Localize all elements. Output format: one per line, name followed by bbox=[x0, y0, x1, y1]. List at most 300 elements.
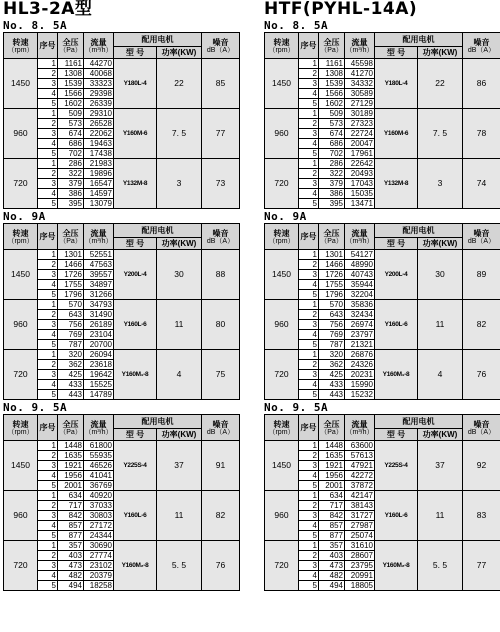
seq-cell: 5 bbox=[38, 149, 58, 159]
seq-cell: 3 bbox=[38, 320, 58, 330]
seq-cell: 3 bbox=[38, 79, 58, 89]
pressure-cell: 1539 bbox=[58, 79, 84, 89]
flow-cell: 27129 bbox=[345, 99, 375, 109]
pressure-cell: 634 bbox=[58, 491, 84, 501]
model-cell: Y160L-6 bbox=[114, 491, 157, 541]
flow-cell: 20379 bbox=[84, 571, 114, 581]
pressure-cell: 386 bbox=[319, 189, 345, 199]
pressure-cell: 1161 bbox=[58, 59, 84, 69]
table-row bbox=[4, 441, 240, 451]
flow-cell: 16547 bbox=[84, 179, 114, 189]
flow-cell: 21983 bbox=[84, 159, 114, 169]
pressure-cell: 842 bbox=[58, 511, 84, 521]
pressure-cell: 686 bbox=[58, 139, 84, 149]
seq-cell: 3 bbox=[38, 561, 58, 571]
pressure-cell: 1566 bbox=[58, 89, 84, 99]
pressure-cell: 1635 bbox=[319, 451, 345, 461]
flow-cell: 13471 bbox=[345, 199, 375, 209]
pressure-cell: 674 bbox=[319, 129, 345, 139]
left-section-label: No. 9. 5A bbox=[3, 401, 68, 414]
pressure-cell: 1308 bbox=[319, 69, 345, 79]
flow-cell: 37872 bbox=[345, 481, 375, 491]
flow-cell: 40743 bbox=[345, 270, 375, 280]
flow-cell: 15035 bbox=[345, 189, 375, 199]
kw-cell: 5. 5 bbox=[157, 541, 202, 591]
flow-cell: 26876 bbox=[345, 350, 375, 360]
seq-cell: 2 bbox=[38, 310, 58, 320]
pressure-cell: 395 bbox=[58, 199, 84, 209]
noise-cell: 77 bbox=[202, 109, 240, 159]
noise-header: 噪音 dB（A） bbox=[202, 33, 240, 59]
flow-cell: 29398 bbox=[84, 89, 114, 99]
flow-cell: 42147 bbox=[345, 491, 375, 501]
speed-cell: 720 bbox=[265, 159, 299, 209]
seq-cell: 2 bbox=[299, 551, 319, 561]
pressure-cell: 357 bbox=[319, 541, 345, 551]
motor-header: 配用电机 bbox=[114, 33, 202, 47]
speed-header: 转速 （rpm） bbox=[4, 224, 38, 250]
pressure-cell: 2001 bbox=[58, 481, 84, 491]
pressure-cell: 362 bbox=[58, 360, 84, 370]
pressure-cell: 379 bbox=[58, 179, 84, 189]
pressure-cell: 357 bbox=[58, 541, 84, 551]
flow-cell: 38143 bbox=[345, 501, 375, 511]
pressure-cell: 286 bbox=[319, 159, 345, 169]
flow-cell: 48990 bbox=[345, 260, 375, 270]
kw-cell: 11 bbox=[157, 491, 202, 541]
seq-cell: 4 bbox=[38, 380, 58, 390]
seq-cell: 5 bbox=[38, 290, 58, 300]
pressure-cell: 1635 bbox=[58, 451, 84, 461]
table-row bbox=[265, 59, 500, 69]
flow-cell: 13079 bbox=[84, 199, 114, 209]
flow-cell: 17961 bbox=[345, 149, 375, 159]
kw-cell: 30 bbox=[418, 250, 463, 300]
seq-cell: 2 bbox=[38, 69, 58, 79]
seq-cell: 5 bbox=[299, 531, 319, 541]
flow-cell: 22642 bbox=[345, 159, 375, 169]
seq-cell: 1 bbox=[38, 109, 58, 119]
model-header: 型 号 bbox=[375, 238, 418, 250]
flow-cell: 27323 bbox=[345, 119, 375, 129]
kw-cell: 5. 5 bbox=[418, 541, 463, 591]
seq-cell: 3 bbox=[38, 370, 58, 380]
seq-cell: 4 bbox=[299, 471, 319, 481]
seq-cell: 1 bbox=[299, 541, 319, 551]
noise-cell: 92 bbox=[463, 441, 500, 491]
pressure-cell: 320 bbox=[58, 350, 84, 360]
pressure-cell: 857 bbox=[58, 521, 84, 531]
seq-cell: 3 bbox=[299, 320, 319, 330]
flow-cell: 26189 bbox=[84, 320, 114, 330]
pressure-cell: 1956 bbox=[58, 471, 84, 481]
kw-cell: 37 bbox=[157, 441, 202, 491]
flow-cell: 46526 bbox=[84, 461, 114, 471]
seq-cell: 5 bbox=[38, 481, 58, 491]
seq-cell: 1 bbox=[38, 300, 58, 310]
seq-cell: 2 bbox=[299, 360, 319, 370]
left-sections bbox=[3, 19, 239, 591]
pressure-cell: 877 bbox=[319, 531, 345, 541]
flow-cell: 47921 bbox=[345, 461, 375, 471]
pressure-cell: 717 bbox=[58, 501, 84, 511]
seq-cell: 1 bbox=[38, 491, 58, 501]
flow-cell: 39557 bbox=[84, 270, 114, 280]
noise-cell: 82 bbox=[463, 300, 500, 350]
seq-cell: 4 bbox=[299, 280, 319, 290]
speed-cell: 960 bbox=[265, 491, 299, 541]
flow-cell: 41270 bbox=[345, 69, 375, 79]
flow-cell: 20700 bbox=[84, 340, 114, 350]
pressure-cell: 433 bbox=[58, 380, 84, 390]
seq-cell: 4 bbox=[299, 139, 319, 149]
seq-cell: 4 bbox=[299, 380, 319, 390]
seq-cell: 1 bbox=[299, 159, 319, 169]
pressure-cell: 573 bbox=[319, 119, 345, 129]
flow-cell: 18805 bbox=[345, 581, 375, 591]
table-row bbox=[4, 350, 240, 360]
seq-cell: 2 bbox=[38, 551, 58, 561]
flow-cell: 20493 bbox=[345, 169, 375, 179]
pressure-cell: 482 bbox=[319, 571, 345, 581]
seq-cell: 1 bbox=[299, 350, 319, 360]
flow-cell: 23618 bbox=[84, 360, 114, 370]
flow-cell: 20991 bbox=[345, 571, 375, 581]
flow-cell: 19642 bbox=[84, 370, 114, 380]
flow-cell: 40068 bbox=[84, 69, 114, 79]
flow-cell: 45598 bbox=[345, 59, 375, 69]
flow-cell: 42272 bbox=[345, 471, 375, 481]
seq-cell: 3 bbox=[38, 129, 58, 139]
pressure-cell: 425 bbox=[319, 370, 345, 380]
flow-cell: 15525 bbox=[84, 380, 114, 390]
kw-cell: 3 bbox=[418, 159, 463, 209]
seq-cell: 3 bbox=[299, 561, 319, 571]
pressure-cell: 756 bbox=[319, 320, 345, 330]
flow-cell: 15990 bbox=[345, 380, 375, 390]
speed-header: 转速 （rpm） bbox=[265, 415, 299, 441]
flow-cell: 31490 bbox=[84, 310, 114, 320]
seq-cell: 4 bbox=[38, 280, 58, 290]
seq-cell: 2 bbox=[38, 119, 58, 129]
speed-header: 转速 （rpm） bbox=[4, 33, 38, 59]
left-title: HL3-2A型 bbox=[3, 0, 93, 19]
seq-cell: 5 bbox=[299, 390, 319, 400]
kw-header: 功率(KW) bbox=[418, 238, 463, 250]
table-row bbox=[265, 441, 500, 451]
speed-cell: 1450 bbox=[265, 59, 299, 109]
model-cell: Y132M-8 bbox=[375, 159, 418, 209]
speed-cell: 1450 bbox=[4, 441, 38, 491]
pressure-cell: 1566 bbox=[319, 89, 345, 99]
pressure-cell: 787 bbox=[319, 340, 345, 350]
seq-cell: 2 bbox=[299, 169, 319, 179]
speed-cell: 720 bbox=[4, 159, 38, 209]
speed-header: 转速 （rpm） bbox=[265, 224, 299, 250]
pressure-cell: 1796 bbox=[319, 290, 345, 300]
seq-header: 序号 bbox=[299, 33, 319, 59]
flow-cell: 31266 bbox=[84, 290, 114, 300]
pressure-cell: 1921 bbox=[58, 461, 84, 471]
flow-cell: 26528 bbox=[84, 119, 114, 129]
pressure-cell: 769 bbox=[58, 330, 84, 340]
pressure-cell: 320 bbox=[319, 350, 345, 360]
model-cell: Y180L-4 bbox=[375, 59, 418, 109]
seq-cell: 5 bbox=[38, 390, 58, 400]
pressure-cell: 702 bbox=[319, 149, 345, 159]
pressure-cell: 573 bbox=[58, 119, 84, 129]
flow-cell: 17438 bbox=[84, 149, 114, 159]
kw-cell: 11 bbox=[157, 300, 202, 350]
seq-cell: 2 bbox=[38, 360, 58, 370]
flow-cell: 57613 bbox=[345, 451, 375, 461]
model-cell: Y160M₂-8 bbox=[114, 541, 157, 591]
kw-header: 功率(KW) bbox=[157, 429, 202, 441]
motor-header: 配用电机 bbox=[114, 415, 202, 429]
right-section-label: No. 9A bbox=[264, 210, 307, 223]
pressure-cell: 1796 bbox=[58, 290, 84, 300]
kw-cell: 3 bbox=[157, 159, 202, 209]
flow-cell: 44270 bbox=[84, 59, 114, 69]
model-cell: Y160L-6 bbox=[114, 300, 157, 350]
left-section-label: No. 8. 5A bbox=[3, 19, 68, 32]
pressure-cell: 494 bbox=[319, 581, 345, 591]
pressure-cell: 1161 bbox=[319, 59, 345, 69]
pressure-cell: 2001 bbox=[319, 481, 345, 491]
noise-header: 噪音 dB（A） bbox=[463, 224, 500, 250]
flow-cell: 17043 bbox=[345, 179, 375, 189]
kw-cell: 22 bbox=[418, 59, 463, 109]
table-row bbox=[4, 300, 240, 310]
pressure-cell: 473 bbox=[319, 561, 345, 571]
pressure-cell: 1466 bbox=[58, 260, 84, 270]
seq-cell: 5 bbox=[299, 481, 319, 491]
seq-header: 序号 bbox=[38, 224, 58, 250]
seq-cell: 1 bbox=[299, 491, 319, 501]
speed-cell: 960 bbox=[4, 300, 38, 350]
seq-cell: 4 bbox=[38, 89, 58, 99]
pressure-cell: 509 bbox=[58, 109, 84, 119]
kw-header: 功率(KW) bbox=[157, 238, 202, 250]
seq-cell: 3 bbox=[299, 79, 319, 89]
model-cell: Y225S-4 bbox=[375, 441, 418, 491]
pressure-cell: 702 bbox=[58, 149, 84, 159]
seq-cell: 2 bbox=[38, 501, 58, 511]
seq-cell: 5 bbox=[299, 149, 319, 159]
model-cell: Y160M₁-8 bbox=[375, 350, 418, 400]
kw-cell: 4 bbox=[418, 350, 463, 400]
flow-cell: 20047 bbox=[345, 139, 375, 149]
seq-cell: 1 bbox=[299, 441, 319, 451]
pressure-header: 全压 （Pa） bbox=[58, 33, 84, 59]
pressure-cell: 1921 bbox=[319, 461, 345, 471]
pressure-cell: 322 bbox=[319, 169, 345, 179]
motor-header: 配用电机 bbox=[375, 224, 463, 238]
seq-header: 序号 bbox=[38, 415, 58, 441]
flow-cell: 63600 bbox=[345, 441, 375, 451]
speed-header: 转速 （rpm） bbox=[265, 33, 299, 59]
seq-cell: 1 bbox=[38, 159, 58, 169]
kw-cell: 4 bbox=[157, 350, 202, 400]
kw-cell: 37 bbox=[418, 441, 463, 491]
pressure-cell: 717 bbox=[319, 501, 345, 511]
flow-cell: 36769 bbox=[84, 481, 114, 491]
table-row bbox=[265, 109, 500, 119]
pressure-cell: 1301 bbox=[58, 250, 84, 260]
seq-cell: 1 bbox=[299, 109, 319, 119]
seq-cell: 1 bbox=[38, 350, 58, 360]
seq-cell: 3 bbox=[38, 270, 58, 280]
seq-cell: 2 bbox=[38, 169, 58, 179]
seq-cell: 2 bbox=[299, 69, 319, 79]
spec-table bbox=[264, 32, 500, 209]
flow-cell: 23795 bbox=[345, 561, 375, 571]
seq-cell: 2 bbox=[299, 310, 319, 320]
model-cell: Y160M₂-8 bbox=[375, 541, 418, 591]
flow-header: 流量 （m³/h） bbox=[345, 224, 375, 250]
spec-table bbox=[3, 32, 240, 209]
noise-header: 噪音 dB（A） bbox=[463, 415, 500, 441]
pressure-cell: 877 bbox=[58, 531, 84, 541]
pressure-cell: 433 bbox=[319, 380, 345, 390]
table-row bbox=[265, 250, 500, 260]
seq-cell: 5 bbox=[299, 199, 319, 209]
flow-cell: 23102 bbox=[84, 561, 114, 571]
speed-cell: 960 bbox=[4, 491, 38, 541]
flow-header: 流量 （m³/h） bbox=[84, 33, 114, 59]
flow-cell: 34332 bbox=[345, 79, 375, 89]
seq-cell: 4 bbox=[38, 139, 58, 149]
pressure-cell: 386 bbox=[58, 189, 84, 199]
flow-cell: 24326 bbox=[345, 360, 375, 370]
kw-header: 功率(KW) bbox=[157, 47, 202, 59]
seq-cell: 3 bbox=[299, 461, 319, 471]
flow-cell: 54127 bbox=[345, 250, 375, 260]
noise-cell: 78 bbox=[463, 109, 500, 159]
table-row bbox=[4, 59, 240, 69]
pressure-cell: 842 bbox=[319, 511, 345, 521]
table-row bbox=[4, 250, 240, 260]
pressure-cell: 1726 bbox=[319, 270, 345, 280]
table-row bbox=[265, 491, 500, 501]
pressure-cell: 403 bbox=[58, 551, 84, 561]
seq-cell: 5 bbox=[38, 340, 58, 350]
pressure-cell: 443 bbox=[319, 390, 345, 400]
flow-cell: 15232 bbox=[345, 390, 375, 400]
spec-table bbox=[3, 223, 240, 400]
right-section-label: No. 9. 5A bbox=[264, 401, 329, 414]
pressure-header: 全压 （Pa） bbox=[319, 415, 345, 441]
model-cell: Y160M-6 bbox=[375, 109, 418, 159]
pressure-cell: 443 bbox=[58, 390, 84, 400]
pressure-cell: 1602 bbox=[319, 99, 345, 109]
noise-header: 噪音 dB（A） bbox=[202, 415, 240, 441]
speed-cell: 1450 bbox=[265, 441, 299, 491]
pressure-header: 全压 （Pa） bbox=[319, 33, 345, 59]
kw-cell: 7. 5 bbox=[418, 109, 463, 159]
noise-cell: 73 bbox=[202, 159, 240, 209]
speed-cell: 1450 bbox=[4, 250, 38, 300]
noise-cell: 74 bbox=[463, 159, 500, 209]
seq-cell: 3 bbox=[299, 370, 319, 380]
flow-cell: 26094 bbox=[84, 350, 114, 360]
speed-cell: 1450 bbox=[265, 250, 299, 300]
noise-cell: 91 bbox=[202, 441, 240, 491]
pressure-cell: 1726 bbox=[58, 270, 84, 280]
spec-table bbox=[264, 414, 500, 591]
pressure-cell: 509 bbox=[319, 109, 345, 119]
noise-header: 噪音 dB（A） bbox=[202, 224, 240, 250]
seq-cell: 1 bbox=[299, 250, 319, 260]
flow-cell: 41041 bbox=[84, 471, 114, 481]
table-row bbox=[4, 541, 240, 551]
seq-cell: 3 bbox=[299, 179, 319, 189]
flow-cell: 22062 bbox=[84, 129, 114, 139]
left-column bbox=[3, 0, 239, 592]
noise-cell: 80 bbox=[202, 300, 240, 350]
noise-cell: 77 bbox=[463, 541, 500, 591]
seq-cell: 3 bbox=[38, 511, 58, 521]
flow-cell: 47563 bbox=[84, 260, 114, 270]
seq-cell: 4 bbox=[38, 330, 58, 340]
flow-cell: 27987 bbox=[345, 521, 375, 531]
pressure-cell: 674 bbox=[58, 129, 84, 139]
seq-cell: 5 bbox=[38, 199, 58, 209]
model-header: 型 号 bbox=[375, 47, 418, 59]
pressure-cell: 473 bbox=[58, 561, 84, 571]
noise-cell: 76 bbox=[202, 541, 240, 591]
pressure-cell: 286 bbox=[58, 159, 84, 169]
flow-cell: 14789 bbox=[84, 390, 114, 400]
flow-cell: 34897 bbox=[84, 280, 114, 290]
flow-header: 流量 （m³/h） bbox=[84, 224, 114, 250]
pressure-cell: 1539 bbox=[319, 79, 345, 89]
noise-cell: 86 bbox=[463, 59, 500, 109]
flow-cell: 32434 bbox=[345, 310, 375, 320]
pressure-cell: 1308 bbox=[58, 69, 84, 79]
flow-cell: 35944 bbox=[345, 280, 375, 290]
seq-cell: 1 bbox=[38, 250, 58, 260]
seq-header: 序号 bbox=[299, 224, 319, 250]
flow-cell: 61800 bbox=[84, 441, 114, 451]
noise-cell: 83 bbox=[463, 491, 500, 541]
noise-cell: 89 bbox=[463, 250, 500, 300]
seq-cell: 2 bbox=[38, 260, 58, 270]
seq-cell: 3 bbox=[299, 511, 319, 521]
pressure-header: 全压 （Pa） bbox=[319, 224, 345, 250]
flow-cell: 26974 bbox=[345, 320, 375, 330]
pressure-cell: 1448 bbox=[58, 441, 84, 451]
model-cell: Y132M-8 bbox=[114, 159, 157, 209]
model-cell: Y200L-4 bbox=[114, 250, 157, 300]
flow-cell: 22724 bbox=[345, 129, 375, 139]
speed-header: 转速 （rpm） bbox=[4, 415, 38, 441]
flow-cell: 20231 bbox=[345, 370, 375, 380]
kw-header: 功率(KW) bbox=[418, 429, 463, 441]
pressure-cell: 570 bbox=[58, 300, 84, 310]
seq-cell: 1 bbox=[38, 441, 58, 451]
seq-cell: 4 bbox=[299, 571, 319, 581]
seq-cell: 4 bbox=[38, 521, 58, 531]
flow-cell: 26339 bbox=[84, 99, 114, 109]
pressure-cell: 1602 bbox=[58, 99, 84, 109]
seq-cell: 4 bbox=[299, 521, 319, 531]
flow-cell: 23104 bbox=[84, 330, 114, 340]
table-row bbox=[4, 491, 240, 501]
flow-cell: 35836 bbox=[345, 300, 375, 310]
model-header: 型 号 bbox=[114, 238, 157, 250]
table-row bbox=[265, 300, 500, 310]
